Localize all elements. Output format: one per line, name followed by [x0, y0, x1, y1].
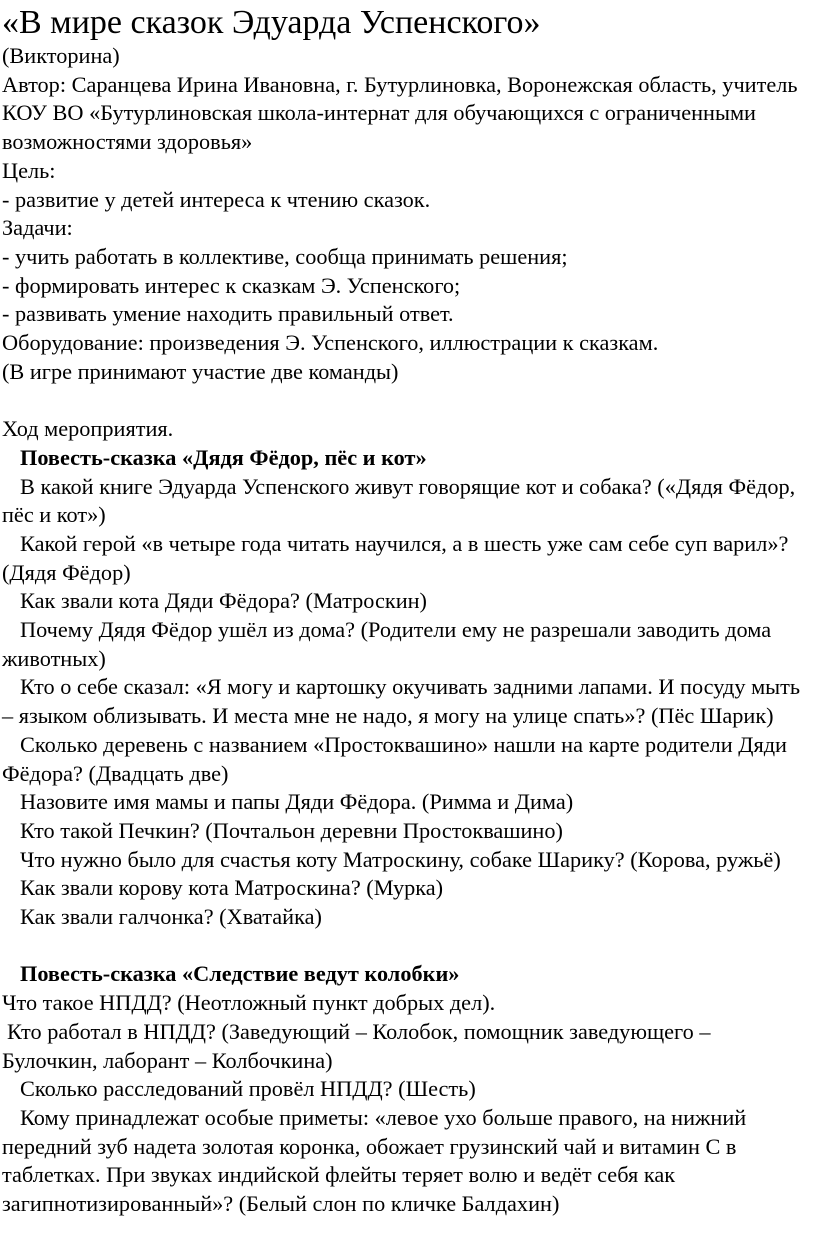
author-info: Автор: Саранцева Ирина Ивановна, г. Бутурлиновка, Воронежская область, учитель КОУ ВО «Бутурлиновская школа-интернат для обучающихся с ограниченными возможностями здоровья»: [2, 71, 798, 155]
tasks-label: Задачи:: [2, 215, 73, 241]
quiz-question: Как звали корову кота Матроскина? (Мурка): [20, 875, 444, 901]
task-item: - развивать умение находить правильный ответ.: [2, 301, 454, 327]
task-item: - формировать интерес к сказкам Э. Успенского;: [2, 272, 461, 298]
quiz-question: Кому принадлежат особые приметы: «левое ухо больше правого, на нижний передний зуб надета золотая коронка, обожает грузинский чай и витамин С в таблетках. При звуках индийской флейты теряет волю и ведёт себя как загипнотизированный»? (Белый слон по кличке Балдахин): [2, 1104, 747, 1217]
spacer: [2, 386, 802, 415]
quiz-question: Кто такой Печкин? (Почтальон деревни Простоквашино): [20, 817, 563, 843]
quiz-question: Назовите имя мамы и папы Дяди Фёдора. (Римма и Дима): [20, 789, 574, 815]
quiz-question: Как звали кота Дяди Фёдора? (Матроскин): [20, 588, 427, 614]
procedure-label: Ход мероприятия.: [2, 416, 174, 442]
equipment-line: Оборудование: произведения Э. Успенского, иллюстрации к сказкам.: [2, 330, 659, 356]
task-item: - учить работать в коллективе, сообща принимать решения;: [2, 243, 568, 269]
quiz-question: Кто работал в НПДД? (Заведующий – Колобок, помощник заведующего – Булочкин, лаборант – Колбочкина): [2, 1018, 711, 1073]
quiz-question: Почему Дядя Фёдор ушёл из дома? (Родители ему не разрешали заводить дома животных): [2, 617, 772, 671]
section-heading: Повесть-сказка «Следствие ведут колобки»: [20, 961, 460, 987]
quiz-question: Что такое НПДД? (Неотложный пункт добрых дел).: [2, 990, 496, 1016]
document-subtitle: (Викторина): [2, 43, 120, 68]
spacer: [2, 932, 802, 961]
quiz-question: Как звали галчонка? (Хватайка): [20, 904, 322, 930]
goal-item: - развитие у детей интереса к чтению сказок.: [2, 186, 431, 212]
quiz-question: Что нужно было для счастья коту Матроскину, собаке Шарику? (Корова, ружьё): [20, 846, 781, 872]
goal-label: Цель:: [2, 157, 56, 183]
quiz-question: Какой герой «в четыре года читать научился, а в шесть уже сам себе суп варил»? (Дядя Фёдор): [2, 530, 789, 585]
quiz-question: Сколько деревень с названием «Простоквашино» нашли на карте родители Дяди Фёдора? (Двадцать две): [2, 731, 787, 786]
section-heading: Повесть-сказка «Дядя Фёдор, пёс и кот»: [20, 444, 427, 470]
quiz-question: Кто о себе сказал: «Я могу и картошку окучивать задними лапами. И посуду мыть – языком облизывать. И места мне не надо, я могу на улице спать»? (Пёс Шарик): [2, 674, 801, 729]
document-title: «В мире сказок Эдуарда Успенского»: [2, 4, 541, 41]
quiz-question: В какой книге Эдуарда Успенского живут говорящие кот и собака? («Дядя Фёдор, пёс и кот»): [2, 473, 796, 528]
participants-note: (В игре принимают участие две команды): [2, 358, 399, 384]
quiz-question: Сколько расследований провёл НПДД? (Шесть): [20, 1076, 476, 1102]
